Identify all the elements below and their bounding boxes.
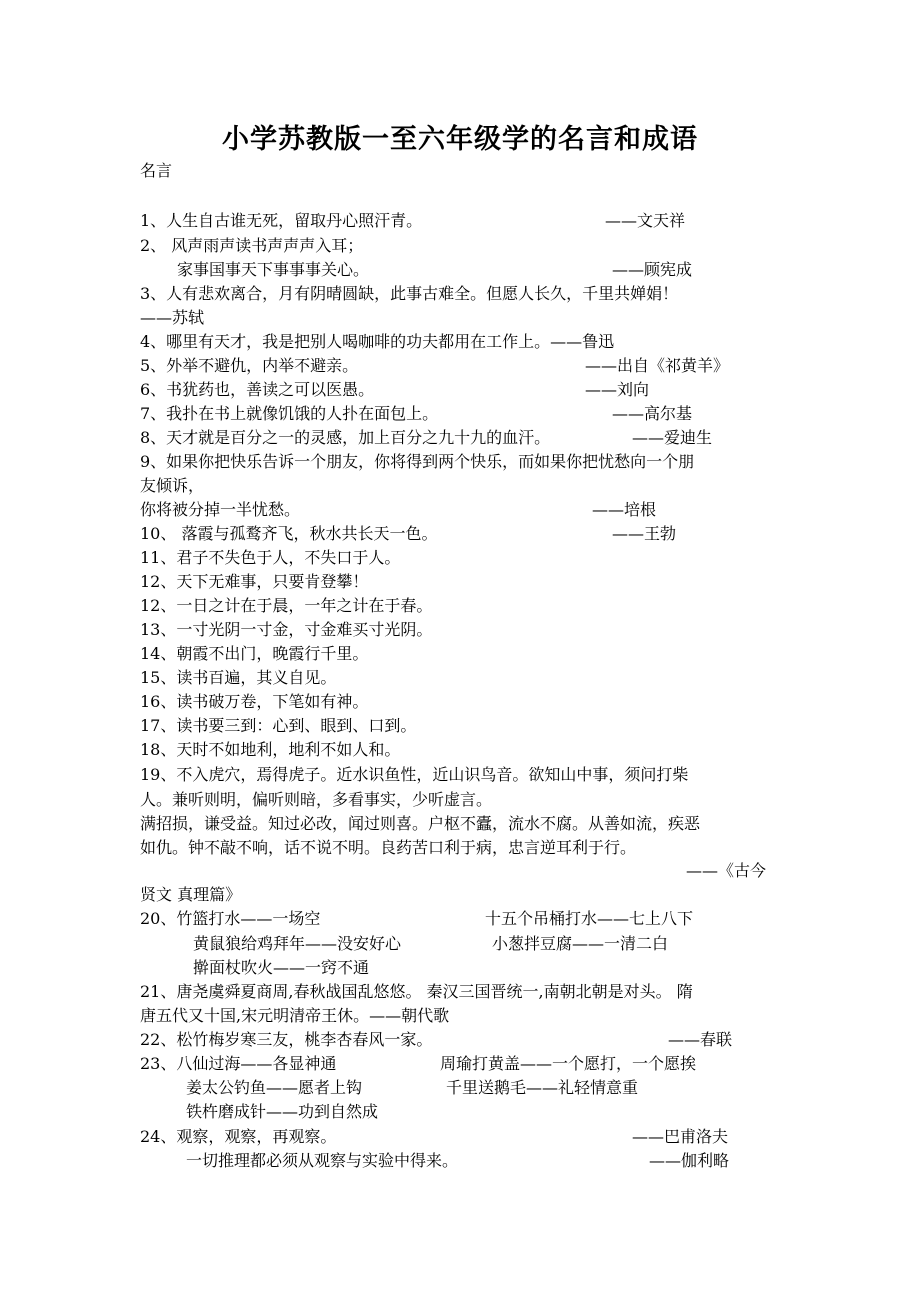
quote-line: 9、如果你把快乐告诉一个朋友，你将得到两个快乐，而如果你把忧愁向一个朋 [140,452,695,471]
quote-line: 你将被分掉一半忧愁。 [140,500,301,519]
quote-line: 2、 风声雨声读书声声声入耳； [140,236,364,255]
quote-author: ——刘向 [585,380,650,399]
quote-author: ——王勃 [612,524,677,543]
idiom-line: 铁杵磨成针——功到自然成 [186,1102,379,1121]
idiom-line: 擀面杖吹火——一窍不通 [193,958,370,977]
quote-line: 3、人有悲欢离合，月有阴晴圆缺，此事古难全。但愿人长久，千里共婵娟！ [140,284,679,303]
quote-author: ——巴甫洛夫 [632,1127,729,1146]
quote-line: 如仇。钟不敲不响，话不说不明。良药苦口利于病，忠言逆耳利于行。 [140,838,637,857]
quote-line: 1、人生自古谁无死，留取丹心照汗青。 [140,211,423,230]
quote-author: ——苏轼 [140,308,205,327]
quote-line: 10、 落霞与孤鹜齐飞，秋水共长天一色。 [140,524,438,543]
quote-line: 满招损，谦受益。知过必改，闻过则喜。户枢不蠹，流水不腐。从善如流，疾恶 [140,814,701,833]
poem-line: 21、唐尧虞舜夏商周,春秋战国乱悠悠。 秦汉三国晋统一,南朝北朝是对头。 隋 [140,982,693,1001]
quote-author: ——培根 [592,500,657,519]
idiom-line: 周瑜打黄盖——一个愿打，一个愿挨 [440,1054,697,1073]
quote-line: 18、天时不如地利，地利不如人和。 [140,740,401,759]
quote-author: ——出自《祁黄羊》 [585,356,730,375]
quote-line: 6、书犹药也，善读之可以医愚。 [140,380,375,399]
quote-line: 家事国事天下事事事关心。 [177,260,370,279]
quote-source: ——《古今 [686,861,767,880]
quote-author: ——爱迪生 [632,428,713,447]
quote-line: 24、观察，观察，再观察。 [140,1127,337,1146]
quote-line: 友倾诉， [140,476,205,495]
quote-author: ——春联 [668,1030,733,1049]
quote-line: 19、不入虎穴，焉得虎子。近水识鱼性，近山识鸟音。欲知山中事，须问打柴 [140,765,689,784]
quote-line: 17、读书要三到：心到、眼到、口到。 [140,716,417,735]
idiom-line: 千里送鹅毛——礼轻情意重 [446,1078,639,1097]
quote-line: 5、外举不避仇，内举不避亲。 [140,356,359,375]
quote-line: 7、我扑在书上就像饥饿的人扑在面包上。 [140,404,439,423]
section-label: 名言 [140,161,173,180]
quote-author: ——高尔基 [612,404,693,423]
idiom-line: 23、八仙过海——各显神通 [140,1054,337,1073]
quote-author: ——顾宪成 [612,260,693,279]
quote-line: 12、一日之计在于晨，一年之计在于春。 [140,596,433,615]
quote-line: 15、读书百遍，其义自见。 [140,668,337,687]
idiom-line: 十五个吊桶打水——七上八下 [485,909,694,928]
quote-source: 贤文 真理篇》 [140,885,242,904]
page-title: 小学苏教版一至六年级学的名言和成语 [222,124,698,155]
idiom-line: 黄鼠狼给鸡拜年——没安好心 [193,934,402,953]
idiom-line: 20、竹篮打水——一场空 [140,909,321,928]
idiom-line: 姜太公钓鱼——愿者上钩 [186,1078,363,1097]
idiom-line: 小葱拌豆腐——一清二白 [492,934,669,953]
quote-line: 一切推理都必须从观察与实验中得来。 [186,1151,459,1170]
quote-line: 人。兼听则明，偏听则暗，多看事实，少听虚言。 [140,790,493,809]
quote-author: ——伽利略 [649,1151,730,1170]
quote-line: 12、天下无难事，只要肯登攀！ [140,572,369,591]
poem-line: 唐五代又十国,宋元明清帝王休。——朝代歌 [140,1006,450,1025]
quote-line: 16、读书破万卷，下笔如有神。 [140,692,369,711]
quote-line: 11、君子不失色于人，不失口于人。 [140,548,401,567]
quote-line: 13、一寸光阴一寸金，寸金难买寸光阴。 [140,620,433,639]
quote-line: 8、天才就是百分之一的灵感，加上百分之九十九的血汗。 [140,428,551,447]
quote-author: ——文天祥 [605,211,686,230]
quote-line: 22、松竹梅岁寒三友，桃李杏春风一家。 [140,1030,433,1049]
quote-line: 4、哪里有天才，我是把别人喝咖啡的功夫都用在工作上。——鲁迅 [140,332,615,351]
quote-line: 14、朝霞不出门，晚霞行千里。 [140,644,369,663]
